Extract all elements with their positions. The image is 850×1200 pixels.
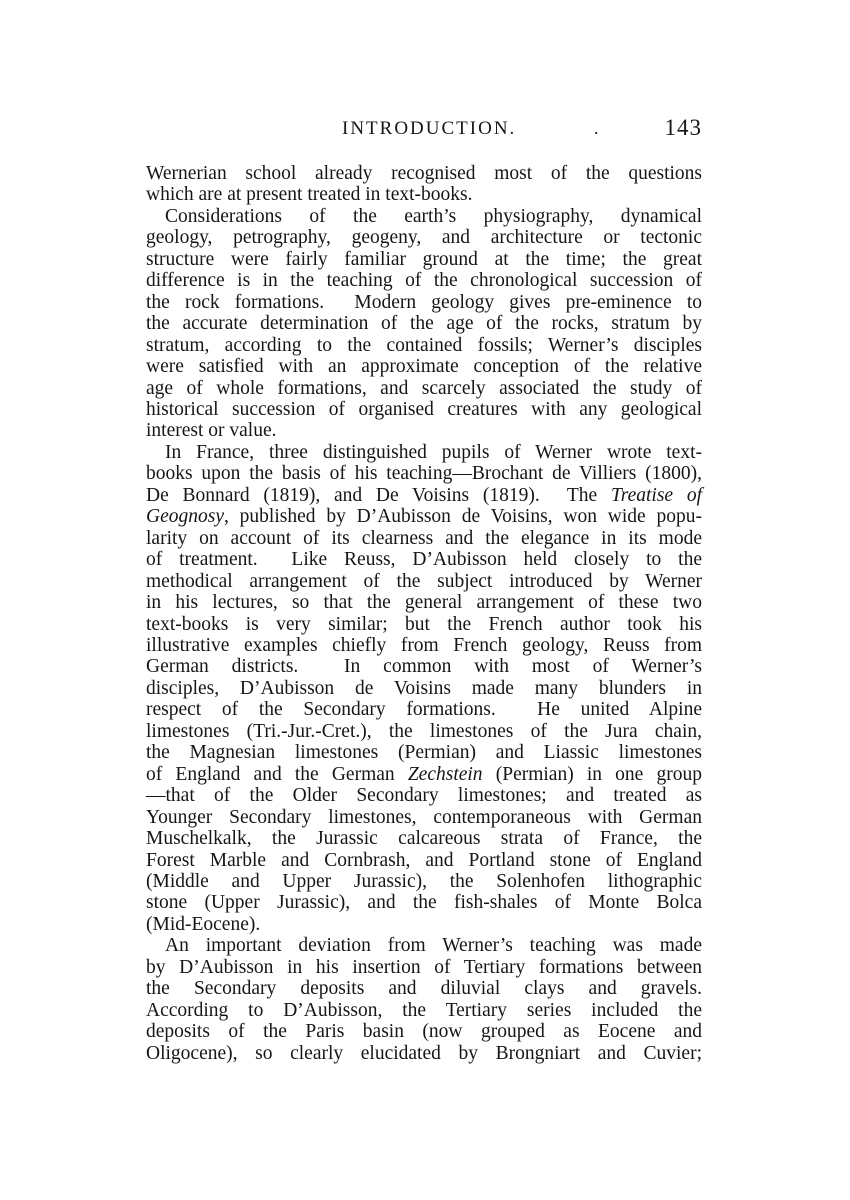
body-text xyxy=(146,163,702,1064)
line-text: deposits of the Paris basin (now grouped as Eocene and xyxy=(146,1021,702,1043)
text-line xyxy=(146,721,702,742)
text-line xyxy=(146,292,702,313)
text-line xyxy=(146,549,702,570)
line-text: stratum, according to the contained fossils; Werner’s disciples xyxy=(146,334,702,356)
text-line xyxy=(146,313,702,334)
text-line xyxy=(146,656,702,677)
text-line xyxy=(146,892,702,913)
line-text: text-books is very similar; but the French author took his xyxy=(146,613,702,635)
line-text: German districts. In common with most of Werner’s xyxy=(146,656,702,678)
line-text: According to D’Aubisson, the Tertiary series included the xyxy=(146,999,702,1021)
text-line xyxy=(146,206,702,227)
text-line xyxy=(146,1000,702,1021)
text-line xyxy=(146,249,702,270)
line-text: geology, petrography, geogeny, and architecture or tectonic xyxy=(146,227,702,249)
line-text: historical succession of organised creatures with any geological xyxy=(146,398,702,420)
line-text: the Magnesian limestones (Permian) and Liassic limestones xyxy=(146,742,702,764)
line-text: the accurate determination of the age of the rocks, stratum by xyxy=(146,313,702,335)
line-text: stone (Upper Jurassic), and the fish-shales of Monte Bolca xyxy=(146,892,702,914)
text-line xyxy=(146,871,702,892)
italic-text: Zechstein xyxy=(407,763,483,785)
line-text: methodical arrangement of the subject introduced by Werner xyxy=(146,570,702,592)
line-text: An important deviation from Werner’s teaching was made xyxy=(165,935,702,957)
line-text: De Bonnard (1819), and De Voisins (1819). The xyxy=(146,484,611,506)
text-line xyxy=(146,635,702,656)
line-text: Forest Marble and Cornbrash, and Portland stone of England xyxy=(146,849,702,871)
text-line xyxy=(146,850,702,871)
line-text: were satisfied with an approximate conception of the relative xyxy=(146,356,702,378)
line-text: Considerations of the earth’s physiography, dynamical xyxy=(165,205,702,227)
text-line xyxy=(146,828,702,849)
italic-text: Geognosy xyxy=(146,506,224,528)
line-text: structure were fairly familiar ground at the time; the great xyxy=(146,248,702,270)
line-text: Oligocene), so clearly elucidated by Brongniart and Cuvier; xyxy=(146,1042,702,1064)
line-text: respect of the Secondary formations. He united Alpine xyxy=(146,699,702,721)
line-text: which are at present treated in text-books. xyxy=(146,184,473,206)
text-line xyxy=(146,270,702,291)
page-number: 143 xyxy=(664,115,702,140)
text-line xyxy=(146,742,702,763)
text-line xyxy=(146,227,702,248)
text-line xyxy=(146,935,702,956)
line-text: illustrative examples chiefly from French geology, Reuss from xyxy=(146,634,702,656)
text-line xyxy=(146,442,702,463)
text-line xyxy=(146,356,702,377)
text-line xyxy=(146,485,702,506)
running-head-title: INTRODUCTION. xyxy=(342,118,517,139)
line-text: larity on account of its clearness and the elegance in its mode xyxy=(146,527,702,549)
italic-text: Treatise of xyxy=(610,484,702,506)
line-text: interest or value. xyxy=(146,420,277,442)
text-line xyxy=(146,335,702,356)
text-line xyxy=(146,399,702,420)
line-text: the rock formations. Modern geology gives pre-eminence to xyxy=(146,291,702,313)
text-line xyxy=(146,463,702,484)
line-text: difference is in the teaching of the chronological succession of xyxy=(146,270,702,292)
text-line xyxy=(146,764,702,785)
text-line xyxy=(146,506,702,527)
text-line xyxy=(146,614,702,635)
line-text: , published by D’Aubisson de Voisins, won wide popu- xyxy=(223,506,702,528)
text-line xyxy=(146,1043,702,1064)
text-line xyxy=(146,184,702,205)
text-line xyxy=(146,420,702,441)
line-text: Younger Secondary limestones, contemporaneous with German xyxy=(146,806,702,828)
line-text: Muschelkalk, the Jurassic calcareous strata of France, the xyxy=(146,828,702,850)
line-text: of England and the German xyxy=(146,763,408,785)
line-text: (Permian) in one group xyxy=(482,763,702,785)
text-line xyxy=(146,528,702,549)
line-text: age of whole formations, and scarcely associated the study of xyxy=(146,377,702,399)
text-line xyxy=(146,592,702,613)
text-line xyxy=(146,957,702,978)
text-line xyxy=(146,785,702,806)
line-text: Wernerian school already recognised most of the questions xyxy=(146,163,702,184)
line-text: in his lectures, so that the general arrangement of these two xyxy=(146,592,702,614)
line-text: of treatment. Like Reuss, D’Aubisson held closely to the xyxy=(146,549,702,571)
line-text: (Mid-Eocene). xyxy=(146,913,261,935)
line-text: In France, three distinguished pupils of Werner wrote text- xyxy=(165,441,702,463)
text-line xyxy=(146,163,702,184)
text-line xyxy=(146,378,702,399)
line-text: disciples, D’Aubisson de Voisins made many blunders in xyxy=(146,677,702,699)
text-line xyxy=(146,678,702,699)
line-text: by D’Aubisson in his insertion of Tertiary formations between xyxy=(146,956,702,978)
text-line xyxy=(146,1021,702,1042)
text-line xyxy=(146,914,702,935)
text-line xyxy=(146,571,702,592)
text-line xyxy=(146,978,702,999)
running-head-dot: . xyxy=(594,118,599,138)
line-text: (Middle and Upper Jurassic), the Solenhofen lithographic xyxy=(146,870,702,892)
line-text: —that of the Older Secondary limestones; and treated as xyxy=(146,785,702,807)
line-text: the Secondary deposits and diluvial clays and gravels. xyxy=(146,978,702,1000)
line-text: books upon the basis of his teaching—Brochant de Villiers (1800), xyxy=(146,463,702,485)
text-line xyxy=(146,807,702,828)
text-line xyxy=(146,699,702,720)
line-text: limestones (Tri.-Jur.-Cret.), the limestones of the Jura chain, xyxy=(146,720,702,742)
running-head xyxy=(146,115,702,148)
